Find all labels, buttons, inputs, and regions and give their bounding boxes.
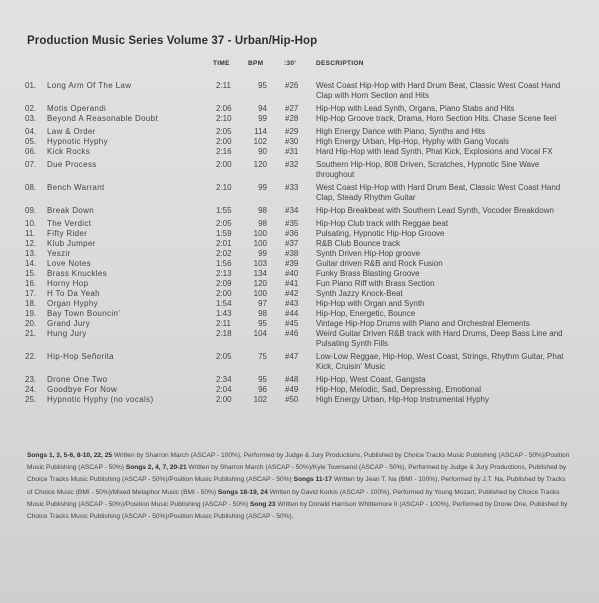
track-bpm: 134 bbox=[253, 269, 267, 278]
track-time: 2:13 bbox=[216, 269, 232, 278]
track-cue-code: #50 bbox=[285, 395, 299, 404]
track-time: 2:09 bbox=[216, 279, 232, 288]
track-number: 09. bbox=[25, 206, 37, 215]
track-description: Hip-Hop Breakbeat with Southern Lead Synth, Vocoder Breakdown bbox=[316, 206, 554, 215]
track-time: 2:00 bbox=[216, 160, 232, 169]
track-row bbox=[0, 127, 599, 137]
track-time: 2:05 bbox=[216, 352, 232, 361]
track-cue-code: #29 bbox=[285, 127, 299, 136]
track-cue-code: #43 bbox=[285, 299, 299, 308]
track-number: 01. bbox=[25, 81, 37, 90]
track-time: 2:05 bbox=[216, 127, 232, 136]
track-title: Motis Operandi bbox=[47, 104, 107, 113]
track-time: 2:11 bbox=[216, 319, 231, 328]
track-cue-code: #35 bbox=[285, 219, 299, 228]
track-description: Vintage Hip-Hop Drums with Piano and Orchestral Elements bbox=[316, 319, 530, 328]
track-row bbox=[0, 269, 599, 279]
track-number: 10. bbox=[25, 219, 37, 228]
track-title: Bench Warrant bbox=[47, 183, 105, 192]
track-row bbox=[0, 147, 599, 157]
track-description: Hip-Hop Club track with Reggae beat bbox=[316, 219, 449, 228]
track-row bbox=[0, 395, 599, 405]
track-title: Brass Knuckles bbox=[47, 269, 108, 278]
track-bpm: 100 bbox=[253, 289, 267, 298]
track-row bbox=[0, 104, 599, 114]
track-description: Funky Brass Blasting Groove bbox=[316, 269, 420, 278]
track-title: The Verdict bbox=[47, 219, 92, 228]
track-description: Guitar driven R&B and Rock Fusion bbox=[316, 259, 443, 268]
track-bpm: 99 bbox=[258, 249, 267, 258]
track-time: 1:54 bbox=[216, 299, 232, 308]
track-bpm: 102 bbox=[253, 395, 267, 404]
track-number: 18. bbox=[25, 299, 37, 308]
track-bpm: 99 bbox=[258, 114, 267, 123]
track-number: 07. bbox=[25, 160, 37, 169]
track-row bbox=[0, 385, 599, 395]
track-number: 24. bbox=[25, 385, 37, 394]
track-description: High Energy Urban, Hip-Hop, Hyphy with Gang Vocals bbox=[316, 137, 509, 146]
track-title: Klub Jumper bbox=[47, 239, 96, 248]
track-number: 14. bbox=[25, 259, 37, 268]
track-title: Due Process bbox=[47, 160, 97, 169]
track-time: 2:02 bbox=[216, 249, 232, 258]
track-cue-code: #45 bbox=[285, 319, 299, 328]
track-description: Weird Guitar Driven R&B track with Hard Drums, Deep Bass Line and Pulsating Synth Fills bbox=[316, 329, 563, 348]
track-bpm: 97 bbox=[258, 299, 267, 308]
track-bpm: 90 bbox=[258, 147, 267, 156]
track-row bbox=[0, 81, 599, 101]
track-cue-code: #48 bbox=[285, 375, 299, 384]
track-cue-code: #42 bbox=[285, 289, 299, 298]
page-title: Production Music Series Volume 37 - Urban/Hip-Hop bbox=[27, 35, 318, 47]
credit-songs: Songs 11-17 bbox=[293, 476, 333, 484]
track-title: Hip-Hop Señorita bbox=[47, 352, 114, 361]
track-bpm: 95 bbox=[258, 319, 267, 328]
track-cue-code: #49 bbox=[285, 385, 299, 394]
track-cue-code: #30 bbox=[285, 137, 299, 146]
track-bpm: 102 bbox=[253, 137, 267, 146]
track-time: 2:10 bbox=[216, 183, 232, 192]
track-row bbox=[0, 137, 599, 147]
track-number: 22. bbox=[25, 352, 37, 361]
track-bpm: 94 bbox=[258, 104, 267, 113]
track-row bbox=[0, 219, 599, 229]
track-title: Grand Jury bbox=[47, 319, 91, 328]
track-time: 2:00 bbox=[216, 289, 232, 298]
header-30-second: :30’ bbox=[284, 60, 297, 67]
track-time: 2:10 bbox=[216, 114, 232, 123]
track-cue-code: #28 bbox=[285, 114, 299, 123]
track-description: Hip-Hop, Energetic, Bounce bbox=[316, 309, 416, 318]
track-cue-code: #36 bbox=[285, 229, 299, 238]
track-number: 17. bbox=[25, 289, 37, 298]
credit-text: Written by Sharron March (ASCAP - 50%)/Kyle Townsend (ASCAP - 50%), Performed by Judge & Jury Productions, Published by Choice Tracks Music Publishing (ASCAP - 50%)/Position Music Publishing (ASCAP - 50%) bbox=[27, 464, 567, 484]
credit-text: Written by Jean T. Na (BMI - 100%), Performed by J.T. Na, Published by Tracks of Choice Music (BMI - 50%)/Mixed Metaphor Music (BMI - 50%) bbox=[27, 476, 566, 496]
track-description: Hip-Hop, Melodic, Sad, Depressing, Emotional bbox=[316, 385, 481, 394]
track-cue-code: #47 bbox=[285, 352, 299, 361]
track-title: Drone One Two bbox=[47, 375, 108, 384]
track-bpm: 98 bbox=[258, 219, 267, 228]
track-description: Hip-Hop with Organ and Synth bbox=[316, 299, 425, 308]
track-title: Long Arm Of The Law bbox=[47, 81, 132, 90]
track-bpm: 120 bbox=[253, 279, 267, 288]
track-bpm: 75 bbox=[258, 352, 267, 361]
credit-text: Written by Sharron March (ASCAP - 100%), Performed by Judge & Jury Productions, Published by Choice Tracks Music Publishing (ASCAP - 50%)/Position Music Publishing (ASCAP - 50%) bbox=[27, 452, 570, 472]
track-row bbox=[0, 309, 599, 319]
track-number: 20. bbox=[25, 319, 37, 328]
track-description: Pulsating, Hypnotic Hip-Hop Groove bbox=[316, 229, 445, 238]
track-title: Hypnotic Hyphy (no vocals) bbox=[47, 395, 154, 404]
track-time: 2:01 bbox=[216, 239, 232, 248]
track-cue-code: #40 bbox=[285, 269, 299, 278]
track-cue-code: #46 bbox=[285, 329, 299, 338]
track-cue-code: #37 bbox=[285, 239, 299, 248]
track-time: 1:55 bbox=[216, 206, 232, 215]
track-row bbox=[0, 239, 599, 249]
header-time: TIME bbox=[213, 60, 230, 67]
track-number: 06. bbox=[25, 147, 37, 156]
track-row bbox=[0, 114, 599, 124]
header-bpm: BPM bbox=[248, 60, 264, 67]
track-number: 03. bbox=[25, 114, 37, 123]
track-number: 12. bbox=[25, 239, 37, 248]
track-title: H To Da Yeah bbox=[47, 289, 100, 298]
track-number: 11. bbox=[25, 229, 36, 238]
track-time: 2:04 bbox=[216, 385, 232, 394]
track-cue-code: #26 bbox=[285, 81, 299, 90]
track-cue-code: #27 bbox=[285, 104, 299, 113]
track-title: Yeszir bbox=[47, 249, 71, 258]
credits-block bbox=[27, 450, 572, 523]
track-description: Southern Hip-Hop, 808 Driven, Scratches, Hypnotic Sine Wave throughout bbox=[316, 160, 540, 179]
credit-songs: Song 23 bbox=[249, 500, 276, 508]
track-cue-code: #41 bbox=[285, 279, 299, 288]
track-bpm: 98 bbox=[258, 309, 267, 318]
track-time: 2:34 bbox=[216, 375, 232, 384]
track-time: 1:56 bbox=[216, 259, 232, 268]
track-number: 19. bbox=[25, 309, 37, 318]
track-description: Synth Jazzy Knock-Beat bbox=[316, 289, 403, 298]
credit-songs: Songs 1, 3, 5-6, 8-10, 22, 25 bbox=[27, 452, 113, 459]
track-cue-code: #38 bbox=[285, 249, 299, 258]
track-title: Beyond A Reasonable Doubt bbox=[47, 114, 159, 123]
track-time: 2:11 bbox=[216, 81, 231, 90]
track-number: 15. bbox=[25, 269, 37, 278]
track-description: High Energy Dance with Piano, Synths and Hits bbox=[316, 127, 485, 136]
track-time: 2:06 bbox=[216, 104, 232, 113]
track-row bbox=[0, 289, 599, 299]
track-row bbox=[0, 352, 599, 372]
credit-text: Written by Donald Harrison Whittemore II (ASCAP - 100%), Performed by Drone One, Published by Choice Tracks Music Publishing (ASCAP - 50%)/Position Music Publishing (ASCAP - 50%). bbox=[27, 500, 568, 521]
track-description: R&B Club Bounce track bbox=[316, 239, 401, 248]
track-row bbox=[0, 249, 599, 259]
track-row bbox=[0, 299, 599, 309]
track-row bbox=[0, 259, 599, 269]
track-description: Fun Piano Riff with Brass Section bbox=[316, 279, 435, 288]
track-title: Break Down bbox=[47, 206, 95, 215]
track-cue-code: #44 bbox=[285, 309, 299, 318]
track-description: High Energy Urban, Hip-Hop Instrumental Hyphy bbox=[316, 395, 489, 404]
track-number: 05. bbox=[25, 137, 37, 146]
track-bpm: 114 bbox=[254, 127, 267, 136]
track-row bbox=[0, 279, 599, 289]
track-description: Hip-Hop Groove track, Drama, Horn Section Hits. Chase Scene feel bbox=[316, 114, 557, 123]
track-row bbox=[0, 375, 599, 385]
track-time: 2:00 bbox=[216, 395, 232, 404]
track-cue-code: #31 bbox=[285, 147, 299, 156]
track-list bbox=[0, 81, 599, 405]
track-row bbox=[0, 206, 599, 216]
track-time: 2:16 bbox=[216, 147, 232, 156]
track-bpm: 100 bbox=[253, 229, 267, 238]
credit-songs: Songs 2, 4, 7, 20-21 bbox=[125, 464, 187, 472]
track-number: 16. bbox=[25, 279, 37, 288]
track-bpm: 103 bbox=[253, 259, 267, 268]
track-description: Hip-Hop, West Coast, Gangsta bbox=[316, 375, 426, 384]
track-cue-code: #34 bbox=[285, 206, 299, 215]
track-title: Hypnotic Hyphy bbox=[47, 137, 108, 146]
track-bpm: 95 bbox=[258, 81, 267, 90]
track-description: Synth Driven Hip-Hop groove bbox=[316, 249, 421, 258]
track-row bbox=[0, 229, 599, 239]
track-number: 21. bbox=[25, 329, 37, 338]
track-description: West Coast Hip-Hop with Hard Drum Beat, Classic West Coast Hand Clap with Horn Section and Hits bbox=[316, 81, 561, 100]
track-number: 04. bbox=[25, 127, 37, 136]
header-description: DESCRIPTION bbox=[316, 60, 364, 67]
track-description: Hip-Hop with Lead Synth, Organs, Piano Stabs and Hits bbox=[316, 104, 515, 113]
track-number: 25. bbox=[25, 395, 37, 404]
track-description: West Coast Hip-Hop with Hard Drum Beat, Classic West Coast Hand Clap, Steady Rhythm Guitar bbox=[316, 183, 561, 202]
track-title: Goodbye For Now bbox=[47, 385, 118, 394]
track-time: 2:00 bbox=[216, 137, 232, 146]
track-row bbox=[0, 160, 599, 180]
track-bpm: 95 bbox=[258, 375, 267, 384]
track-row bbox=[0, 183, 599, 203]
track-cue-code: #39 bbox=[285, 259, 299, 268]
track-time: 2:18 bbox=[216, 329, 232, 338]
track-time: 1:59 bbox=[216, 229, 232, 238]
track-cue-code: #33 bbox=[285, 183, 299, 192]
track-title: Law & Order bbox=[47, 127, 96, 136]
track-bpm: 100 bbox=[253, 239, 267, 248]
track-row bbox=[0, 329, 599, 349]
track-title: Love Notes bbox=[47, 259, 91, 268]
track-title: Hung Jury bbox=[47, 329, 87, 338]
track-number: 23. bbox=[25, 375, 37, 384]
track-time: 2:05 bbox=[216, 219, 232, 228]
track-cue-code: #32 bbox=[285, 160, 299, 169]
track-bpm: 96 bbox=[258, 385, 267, 394]
track-title: Kick Rocks bbox=[47, 147, 91, 156]
credit-songs: Songs 18-19, 24 bbox=[217, 488, 268, 496]
track-description: Low-Low Reggae, Hip-Hop, West Coast, Strings, Rhythm Guitar, Phat Kick, Cruisin' Music bbox=[316, 352, 564, 371]
track-title: Fifty Rider bbox=[47, 229, 88, 238]
track-row bbox=[0, 319, 599, 329]
track-description: Hard Hip-Hop with lead Synth, Phat Kick, Explosions and Vocal FX bbox=[316, 147, 553, 156]
track-time: 1:43 bbox=[216, 309, 232, 318]
track-bpm: 120 bbox=[253, 160, 267, 169]
track-number: 08. bbox=[25, 183, 37, 192]
track-bpm: 98 bbox=[258, 206, 267, 215]
track-bpm: 99 bbox=[258, 183, 267, 192]
credit-text: Written by David Korkis (ASCAP - 100%), Performed by Young Mozart, Published by Choice Tracks Music Publishing (ASCAP - 50%)/Position Music Publishing (ASCAP - 50%) bbox=[27, 488, 560, 508]
track-title: Organ Hyphy bbox=[47, 299, 98, 308]
track-title: Bay Town Bouncin' bbox=[47, 309, 121, 318]
track-number: 02. bbox=[25, 104, 37, 113]
track-bpm: 104 bbox=[253, 329, 267, 338]
track-number: 13. bbox=[25, 249, 37, 258]
track-title: Horny Hop bbox=[47, 279, 89, 288]
